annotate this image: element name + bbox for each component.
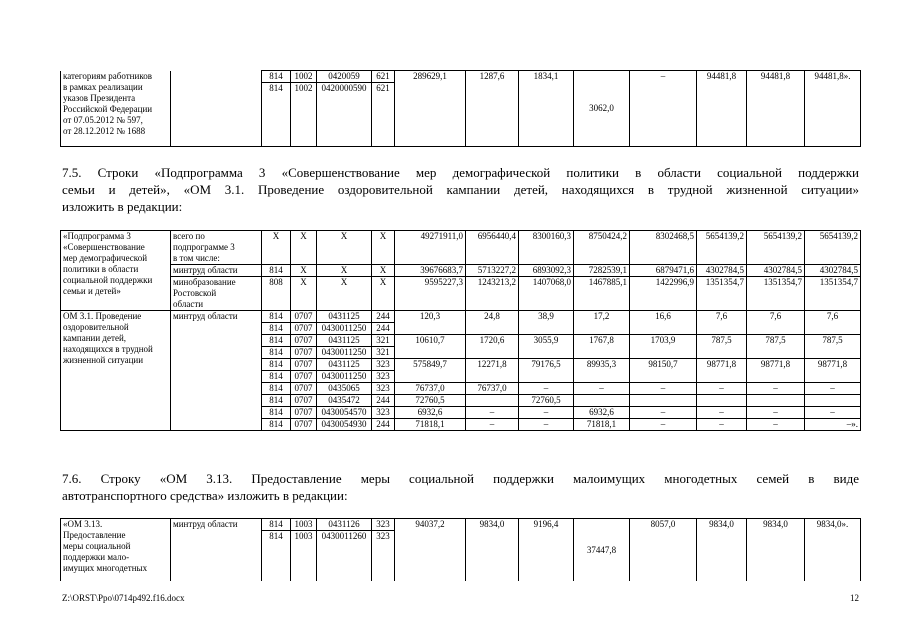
cell: 5654139,2 [697, 231, 747, 265]
paragraph-7-6 [62, 470, 859, 504]
cell: 0707 [291, 359, 317, 371]
cell: 98771,8 [747, 359, 805, 383]
cell: – [466, 419, 519, 431]
cell: – [747, 383, 805, 395]
table-row [61, 519, 861, 531]
cell: 3062,0 [574, 71, 630, 147]
cell: 0707 [291, 311, 317, 323]
cell [747, 395, 805, 407]
cell: – [466, 407, 519, 419]
om-label: ОМ 3.1. Проведение оздоровительной кампании детей, находящихся в трудной жизненной ситуации [61, 311, 171, 431]
cell: 10610,7 [395, 335, 466, 359]
executor-cell: минобразование Ростовской области [171, 277, 262, 311]
cell: 7,6 [805, 311, 861, 335]
cell: 323 [372, 359, 395, 371]
cell: 120,3 [395, 311, 466, 335]
cell: 0430011260 [317, 531, 372, 582]
cell: 94037,2 [395, 519, 466, 582]
cell: 0435065 [317, 383, 372, 395]
cell: 49271911,0 [395, 231, 466, 265]
cell: 9595227,3 [395, 277, 466, 311]
cell: 4302784,5 [697, 265, 747, 277]
executor-cell: минтруд области [171, 519, 262, 582]
cell: 787,5 [805, 335, 861, 359]
cell: 1703,9 [630, 335, 697, 359]
cell: 814 [262, 311, 291, 323]
cell: 323 [372, 371, 395, 383]
cell: 6932,6 [574, 407, 630, 419]
cell: 1351354,7 [697, 277, 747, 311]
cell: 808 [262, 277, 291, 311]
cell: 6932,6 [395, 407, 466, 419]
cell: 5713227,2 [466, 265, 519, 277]
cell [574, 395, 630, 407]
paragraph-line: изложить в редакции: [62, 199, 183, 214]
cell: 9834,0 [466, 519, 519, 582]
cell: 621 [372, 83, 395, 146]
cell: 0431125 [317, 335, 372, 347]
cell: 0430011250 [317, 323, 372, 335]
cell: 0420059 [317, 71, 372, 83]
cell: 814 [262, 335, 291, 347]
cell: 3055,9 [519, 335, 574, 359]
cell: 5654139,2 [805, 231, 861, 265]
cell: 289629,1 [395, 71, 466, 147]
cell [466, 395, 519, 407]
table-row [61, 265, 861, 277]
cell: 0431125 [317, 311, 372, 323]
cell: 1003 [291, 519, 317, 531]
cell: Х [291, 231, 317, 265]
table-top [60, 70, 861, 147]
cell: 6893092,3 [519, 265, 574, 277]
cell: 6879471,6 [630, 265, 697, 277]
cell: 8750424,2 [574, 231, 630, 265]
cell: – [630, 383, 697, 395]
cell: – [519, 419, 574, 431]
executor-cell: всего по подпрограмме 3 в том числе: [171, 231, 262, 265]
cell: 814 [262, 383, 291, 395]
cell: 76737,0 [466, 383, 519, 395]
cell: 814 [262, 359, 291, 371]
cell: 323 [372, 531, 395, 582]
cell: 321 [372, 335, 395, 347]
cell: 89935,3 [574, 359, 630, 383]
cell: 71818,1 [574, 419, 630, 431]
row-label: категориям работников в рамках реализации указов Президента Российской Федерации от 07.05.2012 № 597, от 28.12.2012 № 1688 [61, 71, 171, 147]
paragraph-line: 7.5. Строки «Подпрограмма 3 «Совершенствование мер демографической политики в области социальной поддержки [62, 165, 859, 180]
cell: 621 [372, 71, 395, 83]
cell: Х [317, 277, 372, 311]
cell: – [747, 419, 805, 431]
cell: 0430011250 [317, 371, 372, 383]
table-row [61, 231, 861, 265]
executor-cell: минтруд области [171, 265, 262, 277]
cell: 323 [372, 519, 395, 531]
cell: 9834,0 [697, 519, 747, 582]
cell: 0435472 [317, 395, 372, 407]
om-label: «ОМ 3.13. Предоставление меры социальной поддержки мало- имущих многодетных [61, 519, 171, 582]
footer-file-path: Z:\ORST\Ppo\0714p492.f16.docx [62, 593, 185, 603]
cell: 814 [262, 407, 291, 419]
cell: 7,6 [697, 311, 747, 335]
cell: 323 [372, 407, 395, 419]
cell: 1002 [291, 83, 317, 146]
cell: 72760,5 [395, 395, 466, 407]
cell: 37447,8 [574, 519, 630, 582]
table-om-3-13 [60, 518, 861, 581]
cell: – [805, 383, 861, 395]
cell: 814 [262, 265, 291, 277]
cell: 0420000590 [317, 83, 372, 146]
cell: 8300160,3 [519, 231, 574, 265]
cell: 72760,5 [519, 395, 574, 407]
cell: 814 [262, 531, 291, 582]
cell: 0707 [291, 419, 317, 431]
cell: – [747, 407, 805, 419]
cell [630, 395, 697, 407]
cell: 24,8 [466, 311, 519, 335]
cell: 814 [262, 347, 291, 359]
cell: 4302784,5 [805, 265, 861, 277]
cell: 814 [262, 419, 291, 431]
cell: 9196,4 [519, 519, 574, 582]
cell: 814 [262, 71, 291, 83]
cell: Х [291, 277, 317, 311]
cell: 814 [262, 323, 291, 335]
cell: 814 [262, 83, 291, 146]
cell [805, 395, 861, 407]
cell: 1720,6 [466, 335, 519, 359]
cell: 94481,8 [747, 71, 805, 147]
cell: 0430054930 [317, 419, 372, 431]
cell: 814 [262, 395, 291, 407]
cell: Х [317, 231, 372, 265]
cell: 1422996,9 [630, 277, 697, 311]
cell: – [574, 383, 630, 395]
cell: 0707 [291, 323, 317, 335]
cell: 1834,1 [519, 71, 574, 147]
cell: 0707 [291, 335, 317, 347]
cell: 8057,0 [630, 519, 697, 582]
cell: Х [262, 231, 291, 265]
cell: 76737,0 [395, 383, 466, 395]
cell: 0430011250 [317, 347, 372, 359]
cell: 9834,0 [747, 519, 805, 582]
paragraph-line: семьи и детей», «ОМ 3.1. Проведение оздоровительной кампании детей, находящихся в трудной жизненной ситуации» [62, 182, 859, 197]
cell: 12271,8 [466, 359, 519, 383]
cell: 0431126 [317, 519, 372, 531]
cell: 98150,7 [630, 359, 697, 383]
table-row [61, 71, 861, 83]
cell: 1351354,7 [805, 277, 861, 311]
cell: – [519, 383, 574, 395]
cell: 1243213,2 [466, 277, 519, 311]
cell: 17,2 [574, 311, 630, 335]
cell: 244 [372, 311, 395, 323]
paragraph-line: 7.6. Строку «ОМ 3.13. Предоставление меры социальной поддержки малоимущих многодетных семей в виде [62, 471, 859, 486]
cell: 1407068,0 [519, 277, 574, 311]
cell [697, 395, 747, 407]
cell: 814 [262, 371, 291, 383]
cell: 16,6 [630, 311, 697, 335]
cell: 0707 [291, 347, 317, 359]
subprogram-label: «Подпрограмма 3 «Совершенствование мер демографической политики в области социальной поддержки семьи и детей» [61, 231, 171, 311]
paragraph-line: автотранспортного средства» изложить в редакции: [62, 488, 348, 503]
cell: Х [372, 277, 395, 311]
cell: – [697, 407, 747, 419]
cell: 244 [372, 395, 395, 407]
cell: Х [291, 265, 317, 277]
cell: 7,6 [747, 311, 805, 335]
executor-cell: минтруд области [171, 311, 262, 431]
cell: 1003 [291, 531, 317, 582]
cell: 1287,6 [466, 71, 519, 147]
cell: 787,5 [697, 335, 747, 359]
cell: 7282539,1 [574, 265, 630, 277]
cell: 0707 [291, 407, 317, 419]
cell: – [630, 419, 697, 431]
cell: 244 [372, 419, 395, 431]
cell: 814 [262, 519, 291, 531]
cell: 1467885,1 [574, 277, 630, 311]
cell: 0707 [291, 383, 317, 395]
cell: 9834,0». [805, 519, 861, 582]
cell: 94481,8». [805, 71, 861, 147]
cell: 1767,8 [574, 335, 630, 359]
cell: 244 [372, 323, 395, 335]
cell: –». [805, 419, 861, 431]
cell: – [630, 407, 697, 419]
cell: 1002 [291, 71, 317, 83]
cell: Х [372, 265, 395, 277]
cell: 0430054570 [317, 407, 372, 419]
cell: 98771,8 [697, 359, 747, 383]
cell: 323 [372, 383, 395, 395]
page-number: 12 [850, 593, 859, 603]
cell: – [697, 419, 747, 431]
cell: 71818,1 [395, 419, 466, 431]
cell: 321 [372, 347, 395, 359]
table-row [61, 311, 861, 323]
cell: 8302468,5 [630, 231, 697, 265]
cell: – [805, 407, 861, 419]
cell: – [519, 407, 574, 419]
cell: 94481,8 [697, 71, 747, 147]
cell: 39676683,7 [395, 265, 466, 277]
table-subprogram-3 [60, 230, 861, 431]
cell: 79176,5 [519, 359, 574, 383]
cell: – [697, 383, 747, 395]
cell: 6956440,4 [466, 231, 519, 265]
cell: 38,9 [519, 311, 574, 335]
cell: 575849,7 [395, 359, 466, 383]
cell: 787,5 [747, 335, 805, 359]
table-row [61, 277, 861, 311]
cell: 0707 [291, 371, 317, 383]
cell: Х [372, 231, 395, 265]
cell: 0431125 [317, 359, 372, 371]
cell: 98771,8 [805, 359, 861, 383]
cell: 1351354,7 [747, 277, 805, 311]
cell: Х [317, 265, 372, 277]
cell: 5654139,2 [747, 231, 805, 265]
cell: – [630, 71, 697, 147]
cell: 0707 [291, 395, 317, 407]
cell: 4302784,5 [747, 265, 805, 277]
paragraph-7-5 [62, 164, 859, 215]
executor-cell [171, 71, 262, 147]
